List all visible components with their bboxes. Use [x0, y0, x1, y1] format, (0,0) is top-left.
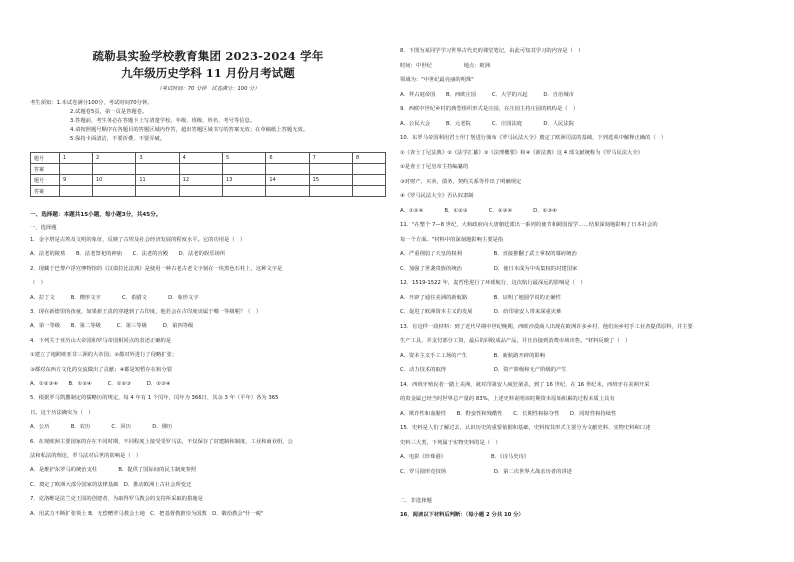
exam-subtitle: （考试时间：70 分钟 试卷满分：100 分）: [156, 86, 260, 92]
answer-cell[interactable]: [136, 186, 179, 197]
question-number-cell: 3: [136, 153, 179, 164]
question-line: ②是查士丁尼皇帝主持编纂的: [400, 164, 469, 170]
question-line: ①建立了地跨欧亚非三洲的大帝国；②都对外进行了侵略扩张；: [30, 352, 178, 359]
exam-title-line1: 疏勒县实验学校教育集团 2023-2024 学年: [92, 49, 324, 63]
question-line: 日。这个历法确实为（ ）: [30, 409, 94, 416]
note-line: 4.请按照题号顺序在各题目的答题区域内作答，超出答题区域书写的答案无效；在草稿纸上答题无效。: [70, 127, 309, 133]
answer-cell[interactable]: [60, 164, 93, 175]
answer-cell[interactable]: [179, 164, 222, 175]
question-number-cell: 15: [309, 175, 352, 186]
answer-cell[interactable]: [60, 186, 93, 197]
answer-cell[interactable]: [266, 186, 309, 197]
question-line: A．公历 B．农历 C．回历 D．佛历: [30, 424, 173, 431]
question-line: 11．"在整个 7—8 世纪，大和政府向大唐朝廷派出一系列的使节和跨国留学……结果深刻地影响了日本社会的: [400, 222, 658, 228]
question-line: ①《查士丁尼法典》②《法学汇纂》③《法理概要》和④《新法典》这 4 部文献统称为《罗马民法大全》: [400, 149, 643, 156]
section-subtitle: 一、选择题: [30, 225, 57, 231]
question-line: ③对财产，买卖，债务，契约关系等作出了明确规定: [400, 178, 522, 185]
question-line: A．欺诈性和血腥性 B．野蛮性和残酷性 C．长期性和掠夺性 D．同时性和持续性: [400, 410, 617, 417]
question-line: 的贵金属已经当时世界总产量的 83%，上述史料说明该时期资本原始积累的过程本质上具有: [400, 396, 615, 402]
question-line: C．奠定了欧洲大部分国家的法律基础 D．推动欧洲上古社会所变迁: [30, 481, 192, 488]
question-number-cell: 9: [60, 175, 93, 186]
question-line: A．公民大会 B．元老院 C．庄园法庭 D．人民法院: [400, 120, 574, 127]
answer-cell[interactable]: [93, 186, 136, 197]
note-line: 5.保持卡面清洁，不要折叠、不要弄破。: [70, 136, 166, 142]
question-number-cell: 14: [266, 175, 309, 186]
section-title: 16．阅读以下材料后判断：（每小题 2 分共 10 分）: [400, 512, 524, 518]
question-number-cell: 5: [222, 153, 265, 164]
answer-cell[interactable]: [136, 164, 179, 175]
question-line: A．第一等级 B．第二等级 C．第三等级 D．第四等级: [30, 323, 194, 330]
question-line: C．促进了欧洲资本主义的发展 D．给印第安人带来深重灾难: [400, 309, 562, 315]
question-line: A．开辟了通往美洲的新航路 B．证明了地圆学说的正确性: [400, 294, 561, 301]
note-line: 考生须知：1.本试卷满分100分，考试时间70分钟。: [30, 100, 153, 106]
question-line: 14．西班牙殖民者一踏上美洲，就对印第安人疯狂屠杀。到了 16 世纪，在 16 世纪末，西班牙在美洲开采: [400, 381, 650, 388]
table-header-cell: 题号: [31, 153, 60, 164]
question-line: 每一个方面。"材料中的深刻地影响主要是指: [400, 236, 504, 243]
question-line: 12．1519-1522 年，麦哲伦进行了环球航行，这次航行最深远的影响是（ ）: [400, 280, 586, 286]
question-line: 7．克洛维是法兰克王国的创建者，为取得罗马教会的支持所采取的措施是: [30, 496, 203, 503]
table-header-cell: 答案: [31, 164, 60, 175]
table-row: [31, 175, 386, 186]
question-line: 1．金字塔是古埃及文明的象征，反映了古埃及社会经济发展的程度水平。它的功用是（ ）: [30, 237, 246, 243]
question-line: 法和私法的理论，罗马法对后世的影响是（ ）: [30, 453, 142, 459]
question-line: 2．现藏于巴黎卢浮宫博物馆的《汉谟拉比法典》是使用一种古老古老文字刻在一块黑色石柱上，这种文字是: [30, 265, 283, 272]
question-number-cell: [352, 175, 385, 186]
section-title: 一、选择题：本题共15小题，每小题3分，共45分。: [30, 212, 162, 218]
question-line: A．电影《珍珠港》 B．《诗马史诗》: [400, 454, 530, 460]
question-line: 生产工具，并支付部分工资，最后的回收成品产品，并且直接到消费市场出售。"材料反映了（ ）: [400, 338, 631, 344]
answer-cell[interactable]: [352, 164, 385, 175]
question-line: A．①②③④ B．①②④ C．①②③ D．②③④: [30, 381, 171, 387]
question-line: 10．东罗马帝国利用君士坦丁堡进行颁布《罗马民法大全》奠定了欧洲司法的基础，下列选项中解释正确的（ ）: [400, 135, 667, 141]
note-line: 3.答题前，考生务必在答题卡上写清楚学校、年级、班级、姓名、考号等信息。: [70, 118, 256, 124]
question-line: A．拜占庭帝国 B．西欧庄园 C．大学的兴起 D．自治城市: [400, 91, 574, 98]
question-line: A．资本主义手工工场的产生 B．新航路开辟的影响: [400, 352, 545, 359]
question-line: 6．在现欧洲主要国家的存在不同时期、不同程度上接受受罗马法，不仅保存了封建制和制度，工业和商业组，公: [30, 438, 293, 445]
question-number-cell: 13: [222, 175, 265, 186]
question-number-cell: 2: [93, 153, 136, 164]
table-row: [31, 186, 386, 197]
question-line: 9．西欧中世纪乡村的典型组织形式是庄园，在庄园主持庄园的机构是（ ）: [400, 106, 579, 112]
question-line: A．法老的陵墓 B．法老祭祀的神庙 C．法老的宫殿 D．法老的娱乐场所: [30, 251, 226, 258]
question-number-cell: 8: [352, 153, 385, 164]
question-number-cell: 6: [266, 153, 309, 164]
question-line: 15．史料是人们了解过去，认识历史的重要依据和基础，史料按其形式主要分为文献史料、实物史料和口述: [400, 425, 651, 431]
answer-cell[interactable]: [222, 186, 265, 197]
question-line: A．用武力不断扩张领土 B．无偿赠罗马教会土地 C．把基督教推崇为国教 D．敬给教会"什一税": [30, 510, 264, 517]
table-header-cell: 题号: [31, 175, 60, 186]
question-line: 4．下列关于亚历山大帝国和罗马帝国相同点的表述正确的是: [30, 337, 172, 344]
question-line: A．①②④ B．①②③ C．②③④ D．①③④: [400, 207, 557, 214]
question-number-cell: 1: [60, 153, 93, 164]
answer-table: [30, 152, 386, 197]
question-line: 13．有这样一段材料：到了近代早期中世纪晚期，西欧沙漠商人出现在欧洲许多乡村，他们向乡村手工业者提供原料，并主要: [400, 323, 693, 330]
question-line: A．是维护东罗马的统治支柱 B．提供了国际间的民主制度参照: [30, 467, 197, 474]
question-line: C．动力技术的取得 D．资产阶级和无产阶级的产生: [400, 367, 567, 373]
answer-cell[interactable]: [222, 164, 265, 175]
table-row: [31, 153, 386, 164]
table-row: [31, 164, 386, 175]
question-line: ③都对东西方文化的交流做出了贡献；④都是短暂存在和分裂: [30, 366, 172, 373]
answer-cell[interactable]: [352, 186, 385, 197]
question-line: 5．根据罗马凯撒制定的儒略历的规定，每 4 年有 1 个闰年，闰年为 366日，其余 3 年（平年）各为 365: [30, 395, 279, 402]
question-line: 3．现在新德里的孩童，如果新王真的穿越到了古印度，他若会在古印度该属于哪一等级呢？（ ）: [30, 309, 262, 315]
question-number-cell: 11: [136, 175, 179, 186]
question-number-cell: 7: [309, 153, 352, 164]
question-number-cell: 10: [93, 175, 136, 186]
note-line: 2.试题卷5页，第一页是答题卷。: [70, 109, 148, 115]
table-header-cell: 答案: [31, 186, 60, 197]
question-line: （ ）: [30, 280, 46, 287]
question-line: ④《罗马民法大全》否认奴隶制: [400, 193, 474, 199]
exam-title-line2: 九年级历史学科 11 月份月考试题: [121, 66, 295, 80]
question-line: C．罗马圆形竞技场 D．第二次世界大战亲历者的讲述: [400, 468, 572, 475]
question-line: 领域为："中世纪最亮丽的明珠": [400, 77, 474, 83]
question-line: A．严重削弱了天皇的权利 B．直接推翻了武士掌权的幕府统治: [400, 251, 577, 257]
question-line: 史料三大类，下列属于实物史料的是（ ）: [400, 439, 501, 446]
question-line: 8．下图为某同学学习世界古代史的课堂笔记，由此可知其学习的内容是（ ）: [400, 48, 584, 54]
answer-cell[interactable]: [309, 164, 352, 175]
answer-cell[interactable]: [309, 186, 352, 197]
answer-cell[interactable]: [179, 186, 222, 197]
question-number-cell: 4: [179, 153, 222, 164]
question-number-cell: 12: [179, 175, 222, 186]
question-line: 二、非选择题: [400, 497, 432, 504]
answer-cell[interactable]: [93, 164, 136, 175]
question-line: 时间：中世纪 地点：欧洲: [400, 62, 491, 69]
answer-cell[interactable]: [266, 164, 309, 175]
question-line: A．拉丁文 B．楔形文字 C．希腊文 D．象形文字: [30, 294, 199, 301]
question-line: C．加强了世袭贵族的统治 D．使日本成为中央集权的封建国家: [400, 265, 578, 272]
